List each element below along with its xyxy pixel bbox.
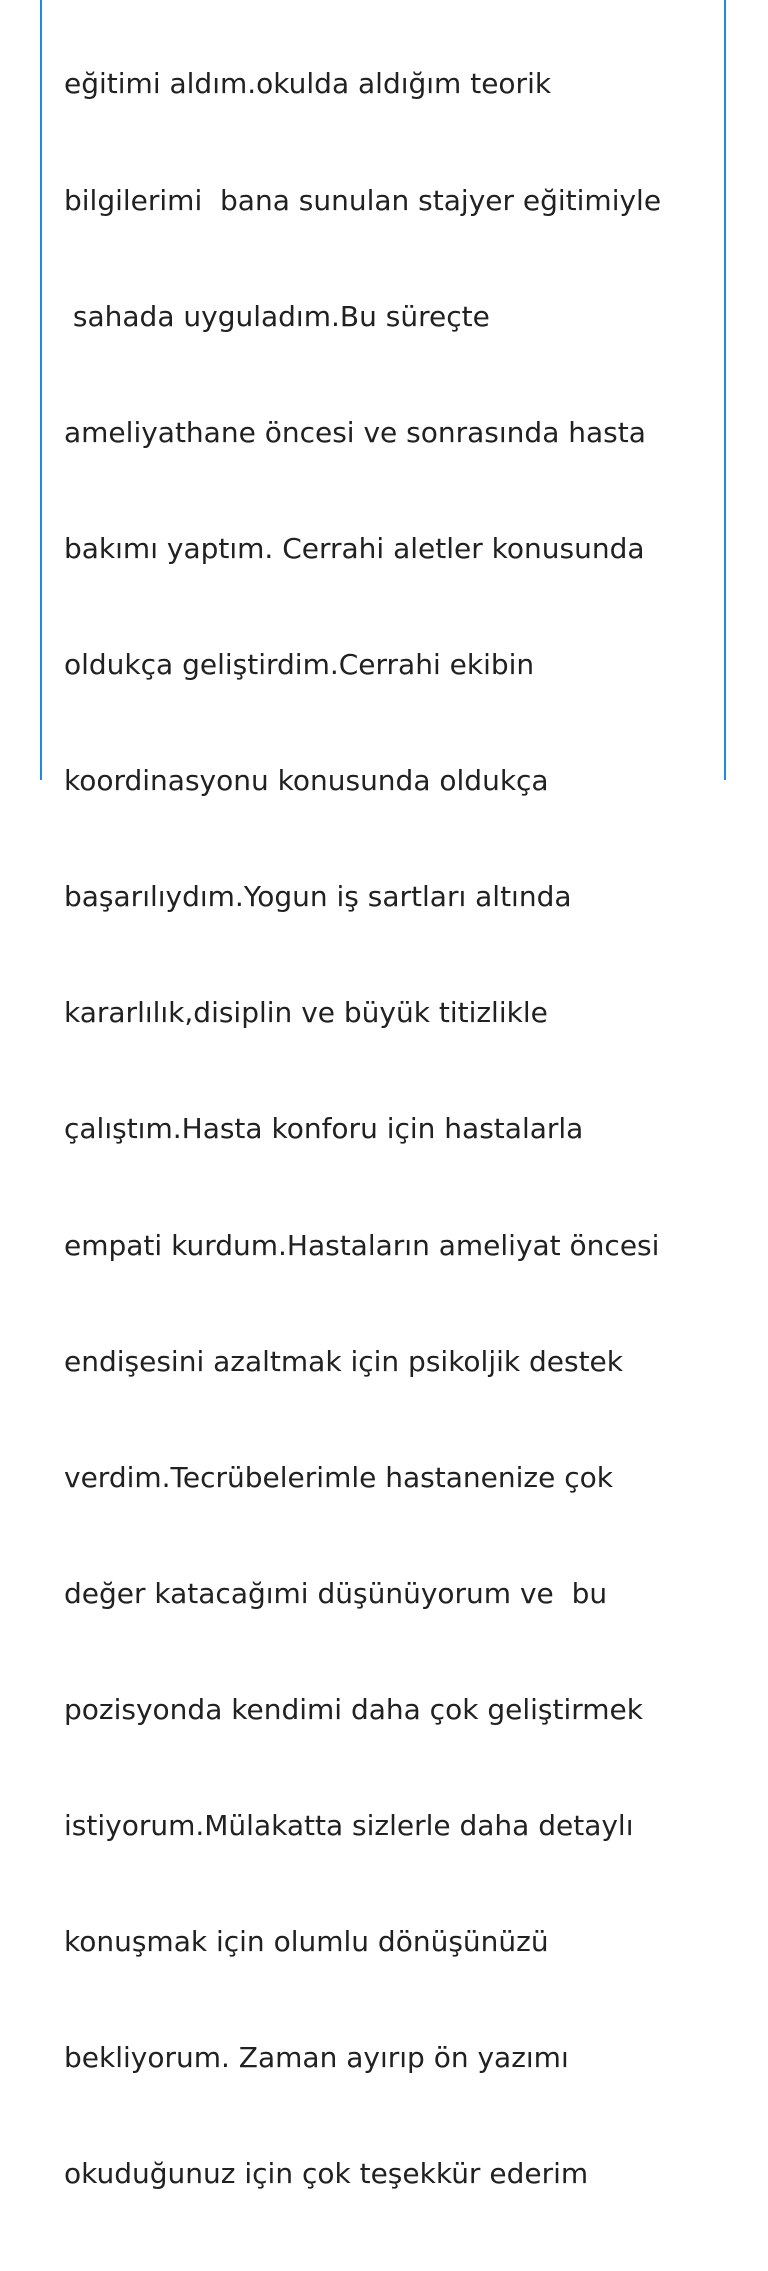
text-line: değer katacağımi düşünüyorum ve bu: [64, 1576, 608, 1610]
text-line: çalıştım.Hasta konforu için hastalarla: [64, 1112, 584, 1146]
text-line: verdim.Tecrübelerimle hastanenize çok: [64, 1460, 613, 1494]
text-line: oldukça geliştirdim.Cerrahi ekibin: [64, 647, 535, 681]
text-line: bekliyorum. Zaman ayırıp ön yazımı: [64, 2041, 569, 2075]
text-line: pozisyonda kendimi daha çok geliştirmek: [64, 1692, 643, 1726]
text-line: endişesini azaltmak için psikoljik destek: [64, 1344, 624, 1378]
message-text[interactable]: [64, 0, 661, 2271]
text-line: konuşmak için olumlu dönüşünüzü: [64, 1925, 549, 1959]
text-line: istiyorum.Mülakatta sizlerle daha detaylı: [64, 1809, 634, 1843]
text-line: başarılıydım.Yogun iş sartları altında: [64, 880, 572, 914]
text-line: bilgilerimi bana sunulan stajyer eğitimiyle: [64, 183, 662, 217]
message-text-field[interactable]: [40, 0, 726, 2191]
text-line: bakımı yaptım. Cerrahi aletler konusunda: [64, 531, 645, 565]
text-line: okuduğunuz için çok teşekkür ederim: [64, 2157, 589, 2191]
text-line: kararlılık,disiplin ve büyük titizlikle: [64, 996, 548, 1030]
text-line: eğitimi aldım.okulda aldığım teorik: [64, 67, 552, 101]
text-line: sahada uyguladım.Bu süreçte: [64, 299, 490, 333]
text-line: koordinasyonu konusunda oldukça: [64, 764, 549, 798]
text-line: ameliyathane öncesi ve sonrasında hasta: [64, 415, 646, 449]
text-line: empati kurdum.Hastaların ameliyat öncesi: [64, 1228, 660, 1262]
